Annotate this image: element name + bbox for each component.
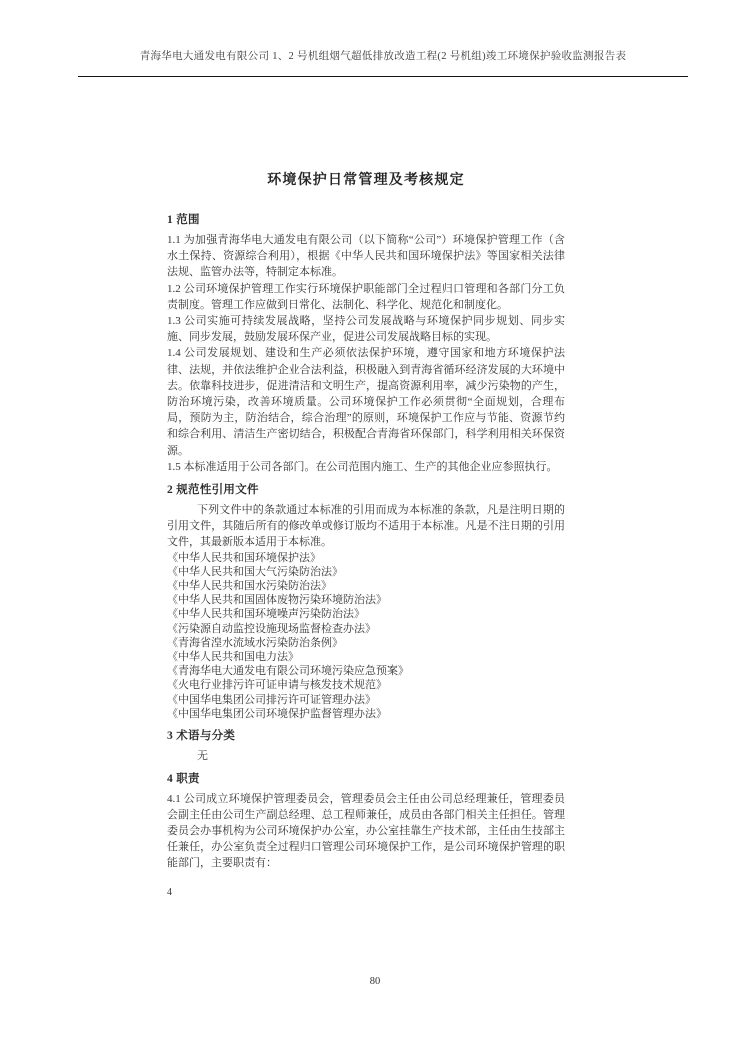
paragraph: 1.4 公司发展规划、建设和生产必须依法保护环境，遵守国家和地方环境保护法律、法规，并依法维护企业合法利益，积极融入到青海省循环经济发展的大环境中去。依靠科技进步，促进清洁和文明生产，提高资源利用率，减少污染物的产生，防治环境污染，改善环境质量。公司环境保护工作必须贯彻“全面规划，合理布局，预防为主，防治结合，综合治理”的原则，环境保护工作应与节能、资源节约和综合利用、清洁生产密切结合，积极配合青海省环保部门，科学利用相关环保资源。 [167, 347, 565, 457]
section-heading-scope: 1 范围 [167, 214, 200, 226]
reference-item: 《中国华电集团公司环境保护监督管理办法》 [167, 707, 387, 720]
reference-item: 《中华人民共和国电力法》 [167, 651, 299, 664]
paragraph: 1.3 公司实施可持续发展战略，坚持公司发展战略与环境保护同步规划、同步实施、同步发展，鼓励发展环保产业，促进公司发展战略目标的实现。 [167, 315, 565, 344]
reference-list [167, 551, 565, 721]
reference-item: 《中国华电集团公司排污许可证管理办法》 [167, 693, 376, 706]
paragraph: 1.5 本标准适用于公司各部门。在公司范围内施工、生产的其他企业应参照执行。 [167, 460, 558, 473]
section-heading-terms: 3 术语与分类 [167, 730, 236, 743]
header-rule [78, 76, 688, 77]
reference-item: 《青海省湟水流域水污染防治条例》 [167, 636, 343, 649]
reference-item: 《火电行业排污许可证申请与核发技术规范》 [167, 679, 387, 692]
paragraph: 1.2 公司环境保护管理工作实行环境保护职能部门全过程归口管理和各部门分工负责制度。管理工作应做到日常化、法制化、科学化、规范化和制度化。 [167, 282, 565, 311]
reference-item: 《青海华电大通发电有限公司环境污染应急预案》 [167, 665, 409, 678]
page-number: 80 [369, 976, 381, 987]
reference-item: 《中华人民共和国固体废物污染环境防治法》 [167, 594, 387, 607]
document-body [167, 171, 565, 898]
reference-item: 《中华人民共和国环境保护法》 [167, 551, 321, 564]
reference-item: 《污染源自动监控设施现场监督检查办法》 [167, 622, 376, 635]
paragraph: 下列文件中的条款通过本标准的引用而成为本标准的条款，凡是注明日期的引用文件，其随后所有的修改单或修订版均不适用于本标准。凡是不注日期的引用文件，其最新版本适用于本标准。 [167, 504, 565, 549]
reference-item: 《中华人民共和国水污染防治法》 [167, 580, 332, 593]
inner-document-page-number: 4 [167, 887, 172, 899]
paragraph: 1.1 为加强青海华电大通发电有限公司（以下简称“公司”）环境保护管理工作（含水土保持、资源综合利用），根据《中华人民共和国环境保护法》等国家相关法律法规、监管办法等，特制定本标准。 [167, 234, 565, 279]
reference-item: 《中华人民共和国环境噪声污染防治法》 [167, 608, 365, 621]
section-heading-normative-references: 2 规范性引用文件 [167, 484, 259, 497]
document-title: 环境保护日常管理及考核规定 [267, 173, 465, 188]
paragraph: 无 [197, 750, 208, 763]
running-header: 青海华电大通发电有限公司 1、2 号机组烟气超低排放改造工程(2 号机组)竣工环境保护验收监测报告表 [139, 51, 627, 62]
section-heading-responsibilities: 4 职责 [167, 773, 200, 786]
reference-item: 《中华人民共和国大气污染防治法》 [167, 565, 343, 578]
paragraph: 4.1 公司成立环境保护管理委员会，管理委员会主任由公司总经理兼任，管理委员会副主任由公司生产副总经理、总工程师兼任，成员由各部门相关主任担任。管理委员会办事机构为公司环境保护办公室，办公室挂靠生产技术部，主任由生技部主任兼任，办公室负责全过程归口管理公司环境保护工作，是公司环境保护管理的职能部门，主要职责有： [167, 793, 565, 870]
